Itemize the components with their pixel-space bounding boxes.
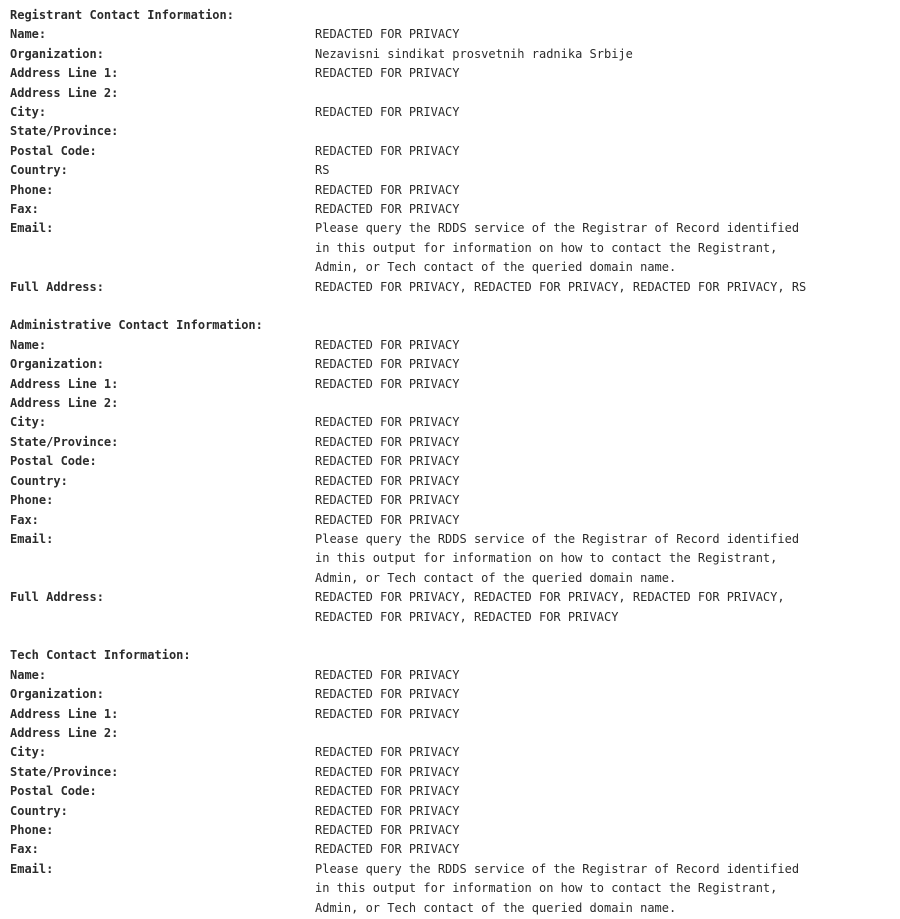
field-value: REDACTED FOR PRIVACY xyxy=(315,687,460,702)
field-label: State/Province: xyxy=(10,764,119,779)
field-label: City: xyxy=(10,415,47,430)
field-value: REDACTED FOR PRIVACY xyxy=(315,415,460,430)
field-row-stateprovince xyxy=(10,122,895,141)
field-value: REDACTED FOR PRIVACY xyxy=(315,434,460,449)
field-label: Fax: xyxy=(10,202,39,217)
field-value: REDACTED FOR PRIVACY xyxy=(315,512,460,527)
field-label: Fax: xyxy=(10,842,39,857)
field-label: Email: xyxy=(10,531,54,546)
field-row-name xyxy=(10,25,895,44)
field-value: REDACTED FOR PRIVACY xyxy=(315,822,460,837)
field-row-address-line-2 xyxy=(10,84,895,103)
field-value: REDACTED FOR PRIVACY xyxy=(315,764,460,779)
section-title: Administrative Contact Information: xyxy=(10,318,263,333)
field-label: Organization: xyxy=(10,46,104,61)
field-value-line: in this output for information on how to contact the Registrant, xyxy=(315,240,778,255)
field-value: REDACTED FOR PRIVACY xyxy=(315,182,460,197)
field-row-fax xyxy=(10,840,895,859)
field-label: Phone: xyxy=(10,493,54,508)
field-label: Country: xyxy=(10,803,68,818)
section-title: Registrant Contact Information: xyxy=(10,8,234,22)
field-row-postal-code xyxy=(10,142,895,161)
field-value: REDACTED FOR PRIVACY xyxy=(315,337,460,352)
field-label: Organization: xyxy=(10,357,104,372)
field-value xyxy=(315,219,835,277)
field-label: City: xyxy=(10,105,47,120)
field-label: Address Line 1: xyxy=(10,66,119,81)
tech-contact-section xyxy=(10,646,895,918)
field-row-name xyxy=(10,336,895,355)
section-title: Tech Contact Information: xyxy=(10,648,191,663)
field-value-line: REDACTED FOR PRIVACY, REDACTED FOR PRIVACY xyxy=(315,609,619,624)
field-row-fax xyxy=(10,511,895,530)
field-value: REDACTED FOR PRIVACY xyxy=(315,784,460,799)
field-value-line: Admin, or Tech contact of the queried domain name. xyxy=(315,570,677,585)
field-value-line: in this output for information on how to contact the Registrant, xyxy=(315,551,778,566)
field-row-address-line-2 xyxy=(10,394,895,413)
whois-contact-output xyxy=(10,6,895,918)
field-row-address-line-1 xyxy=(10,705,895,724)
field-value: REDACTED FOR PRIVACY xyxy=(315,454,460,469)
field-value xyxy=(315,84,835,103)
field-row-stateprovince xyxy=(10,433,895,452)
field-row-organization xyxy=(10,355,895,374)
field-label: Address Line 2: xyxy=(10,725,119,740)
field-value-line: REDACTED FOR PRIVACY, REDACTED FOR PRIVACY, REDACTED FOR PRIVACY, xyxy=(315,590,785,605)
field-label: Name: xyxy=(10,337,47,352)
field-label: Postal Code: xyxy=(10,454,97,469)
field-value xyxy=(315,588,835,627)
field-row-email xyxy=(10,219,895,277)
field-label: Email: xyxy=(10,861,54,876)
field-label: Name: xyxy=(10,27,47,42)
field-row-email xyxy=(10,530,895,588)
administrative-contact-section xyxy=(10,316,895,626)
field-label: Name: xyxy=(10,667,47,682)
field-row-full-address xyxy=(10,278,895,297)
field-row-organization xyxy=(10,685,895,704)
field-value-line: Please query the RDDS service of the Registrar of Record identified xyxy=(315,531,800,546)
field-row-country xyxy=(10,472,895,491)
field-value-line: Please query the RDDS service of the Registrar of Record identified xyxy=(315,221,800,236)
field-value: REDACTED FOR PRIVACY xyxy=(315,473,460,488)
field-value xyxy=(315,394,835,413)
field-value: REDACTED FOR PRIVACY xyxy=(315,667,460,682)
field-value-line: Admin, or Tech contact of the queried domain name. xyxy=(315,260,677,275)
field-row-stateprovince xyxy=(10,763,895,782)
field-value: REDACTED FOR PRIVACY xyxy=(315,143,460,158)
field-label: Full Address: xyxy=(10,590,104,605)
field-value: RS xyxy=(315,163,330,178)
field-value xyxy=(315,860,835,918)
field-row-email xyxy=(10,860,895,918)
field-row-phone xyxy=(10,491,895,510)
field-value-line: Please query the RDDS service of the Registrar of Record identified xyxy=(315,861,800,876)
field-value: REDACTED FOR PRIVACY xyxy=(315,376,460,391)
field-row-postal-code xyxy=(10,452,895,471)
field-row-organization xyxy=(10,45,895,64)
field-value: REDACTED FOR PRIVACY xyxy=(315,745,460,760)
field-label: Address Line 1: xyxy=(10,376,119,391)
field-row-city xyxy=(10,413,895,432)
field-label: Postal Code: xyxy=(10,784,97,799)
registrant-contact-section xyxy=(10,6,895,297)
field-row-city xyxy=(10,103,895,122)
field-label: State/Province: xyxy=(10,434,119,449)
field-value xyxy=(315,724,835,743)
field-value: REDACTED FOR PRIVACY xyxy=(315,202,460,217)
field-row-full-address xyxy=(10,588,895,627)
field-value-line: in this output for information on how to contact the Registrant, xyxy=(315,881,778,896)
field-value: REDACTED FOR PRIVACY, REDACTED FOR PRIVACY, REDACTED FOR PRIVACY, RS xyxy=(315,279,807,294)
field-row-address-line-2 xyxy=(10,724,895,743)
field-label: Email: xyxy=(10,221,54,236)
field-label: Phone: xyxy=(10,182,54,197)
field-label: Country: xyxy=(10,473,68,488)
field-value: REDACTED FOR PRIVACY xyxy=(315,27,460,42)
field-row-name xyxy=(10,666,895,685)
field-value: Nezavisni sindikat prosvetnih radnika Srbije xyxy=(315,46,633,61)
field-row-country xyxy=(10,802,895,821)
field-label: Country: xyxy=(10,163,68,178)
field-label: Postal Code: xyxy=(10,143,97,158)
field-value xyxy=(315,530,835,588)
field-label: Organization: xyxy=(10,687,104,702)
field-value: REDACTED FOR PRIVACY xyxy=(315,706,460,721)
field-label: Full Address: xyxy=(10,279,104,294)
field-label: Address Line 1: xyxy=(10,706,119,721)
field-row-city xyxy=(10,743,895,762)
field-value: REDACTED FOR PRIVACY xyxy=(315,493,460,508)
field-value: REDACTED FOR PRIVACY xyxy=(315,105,460,120)
field-label: Address Line 2: xyxy=(10,85,119,100)
field-label: Phone: xyxy=(10,822,54,837)
field-row-phone xyxy=(10,181,895,200)
field-row-country xyxy=(10,161,895,180)
field-value xyxy=(315,122,835,141)
field-row-address-line-1 xyxy=(10,64,895,83)
field-row-phone xyxy=(10,821,895,840)
field-label: City: xyxy=(10,745,47,760)
field-value: REDACTED FOR PRIVACY xyxy=(315,803,460,818)
field-value: REDACTED FOR PRIVACY xyxy=(315,842,460,857)
field-row-fax xyxy=(10,200,895,219)
field-value-line: Admin, or Tech contact of the queried domain name. xyxy=(315,900,677,915)
field-label: State/Province: xyxy=(10,124,119,139)
field-label: Fax: xyxy=(10,512,39,527)
field-label: Address Line 2: xyxy=(10,396,119,411)
field-value: REDACTED FOR PRIVACY xyxy=(315,66,460,81)
field-value: REDACTED FOR PRIVACY xyxy=(315,357,460,372)
field-row-postal-code xyxy=(10,782,895,801)
field-row-address-line-1 xyxy=(10,375,895,394)
